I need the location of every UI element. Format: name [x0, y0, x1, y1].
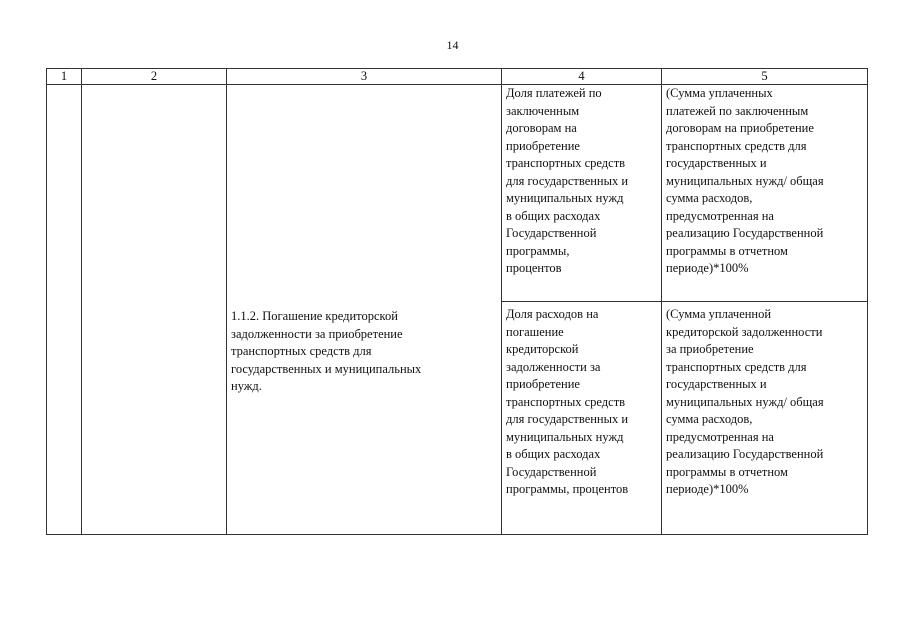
column-header-1: 1: [47, 69, 82, 85]
table-header-row: [47, 69, 868, 85]
column-header-2: 2: [82, 69, 227, 85]
indicator-text: Доля платежей по заключенным договорам на приобретение транспортных средств для государственных и муниципальных нужд в общих расходах Государственной программы, процентов: [506, 86, 629, 275]
formula-cell: [662, 85, 868, 302]
measure-text: 1.1.2. Погашение кредиторской задолженности за приобретение транспортных средств для государственных и муниципальных нужд.: [231, 309, 422, 393]
measure-cell: [227, 85, 502, 535]
indicator-text: Доля расходов на погашение кредиторской задолженности за приобретение транспортных средств для государственных и муниципальных нужд в общих расходах Государственной программы, процентов: [506, 307, 629, 496]
indicators-table: [46, 68, 868, 535]
indicator-cell: [502, 302, 662, 535]
column-2-cell: [82, 85, 227, 535]
column-header-5: 5: [662, 69, 868, 85]
page-number: 14: [446, 38, 459, 52]
table-row: [47, 85, 868, 302]
column-header-4: 4: [502, 69, 662, 85]
formula-text: (Сумма уплаченных платежей по заключенным договорам на приобретение транспортных средств для государственных и муниципальных нужд/ общая сумма расходов, предусмотренная на реализацию Государственной программы в отчетном периоде)*100%: [666, 86, 824, 275]
formula-cell: [662, 302, 868, 535]
column-header-3: 3: [227, 69, 502, 85]
column-1-cell: [47, 85, 82, 535]
indicator-cell: [502, 85, 662, 302]
formula-text: (Сумма уплаченной кредиторской задолженности за приобретение транспортных средств для государственных и муниципальных нужд/ общая сумма расходов, предусмотренная на реализацию Государственной программы в отчетном периоде)*100%: [666, 307, 824, 496]
